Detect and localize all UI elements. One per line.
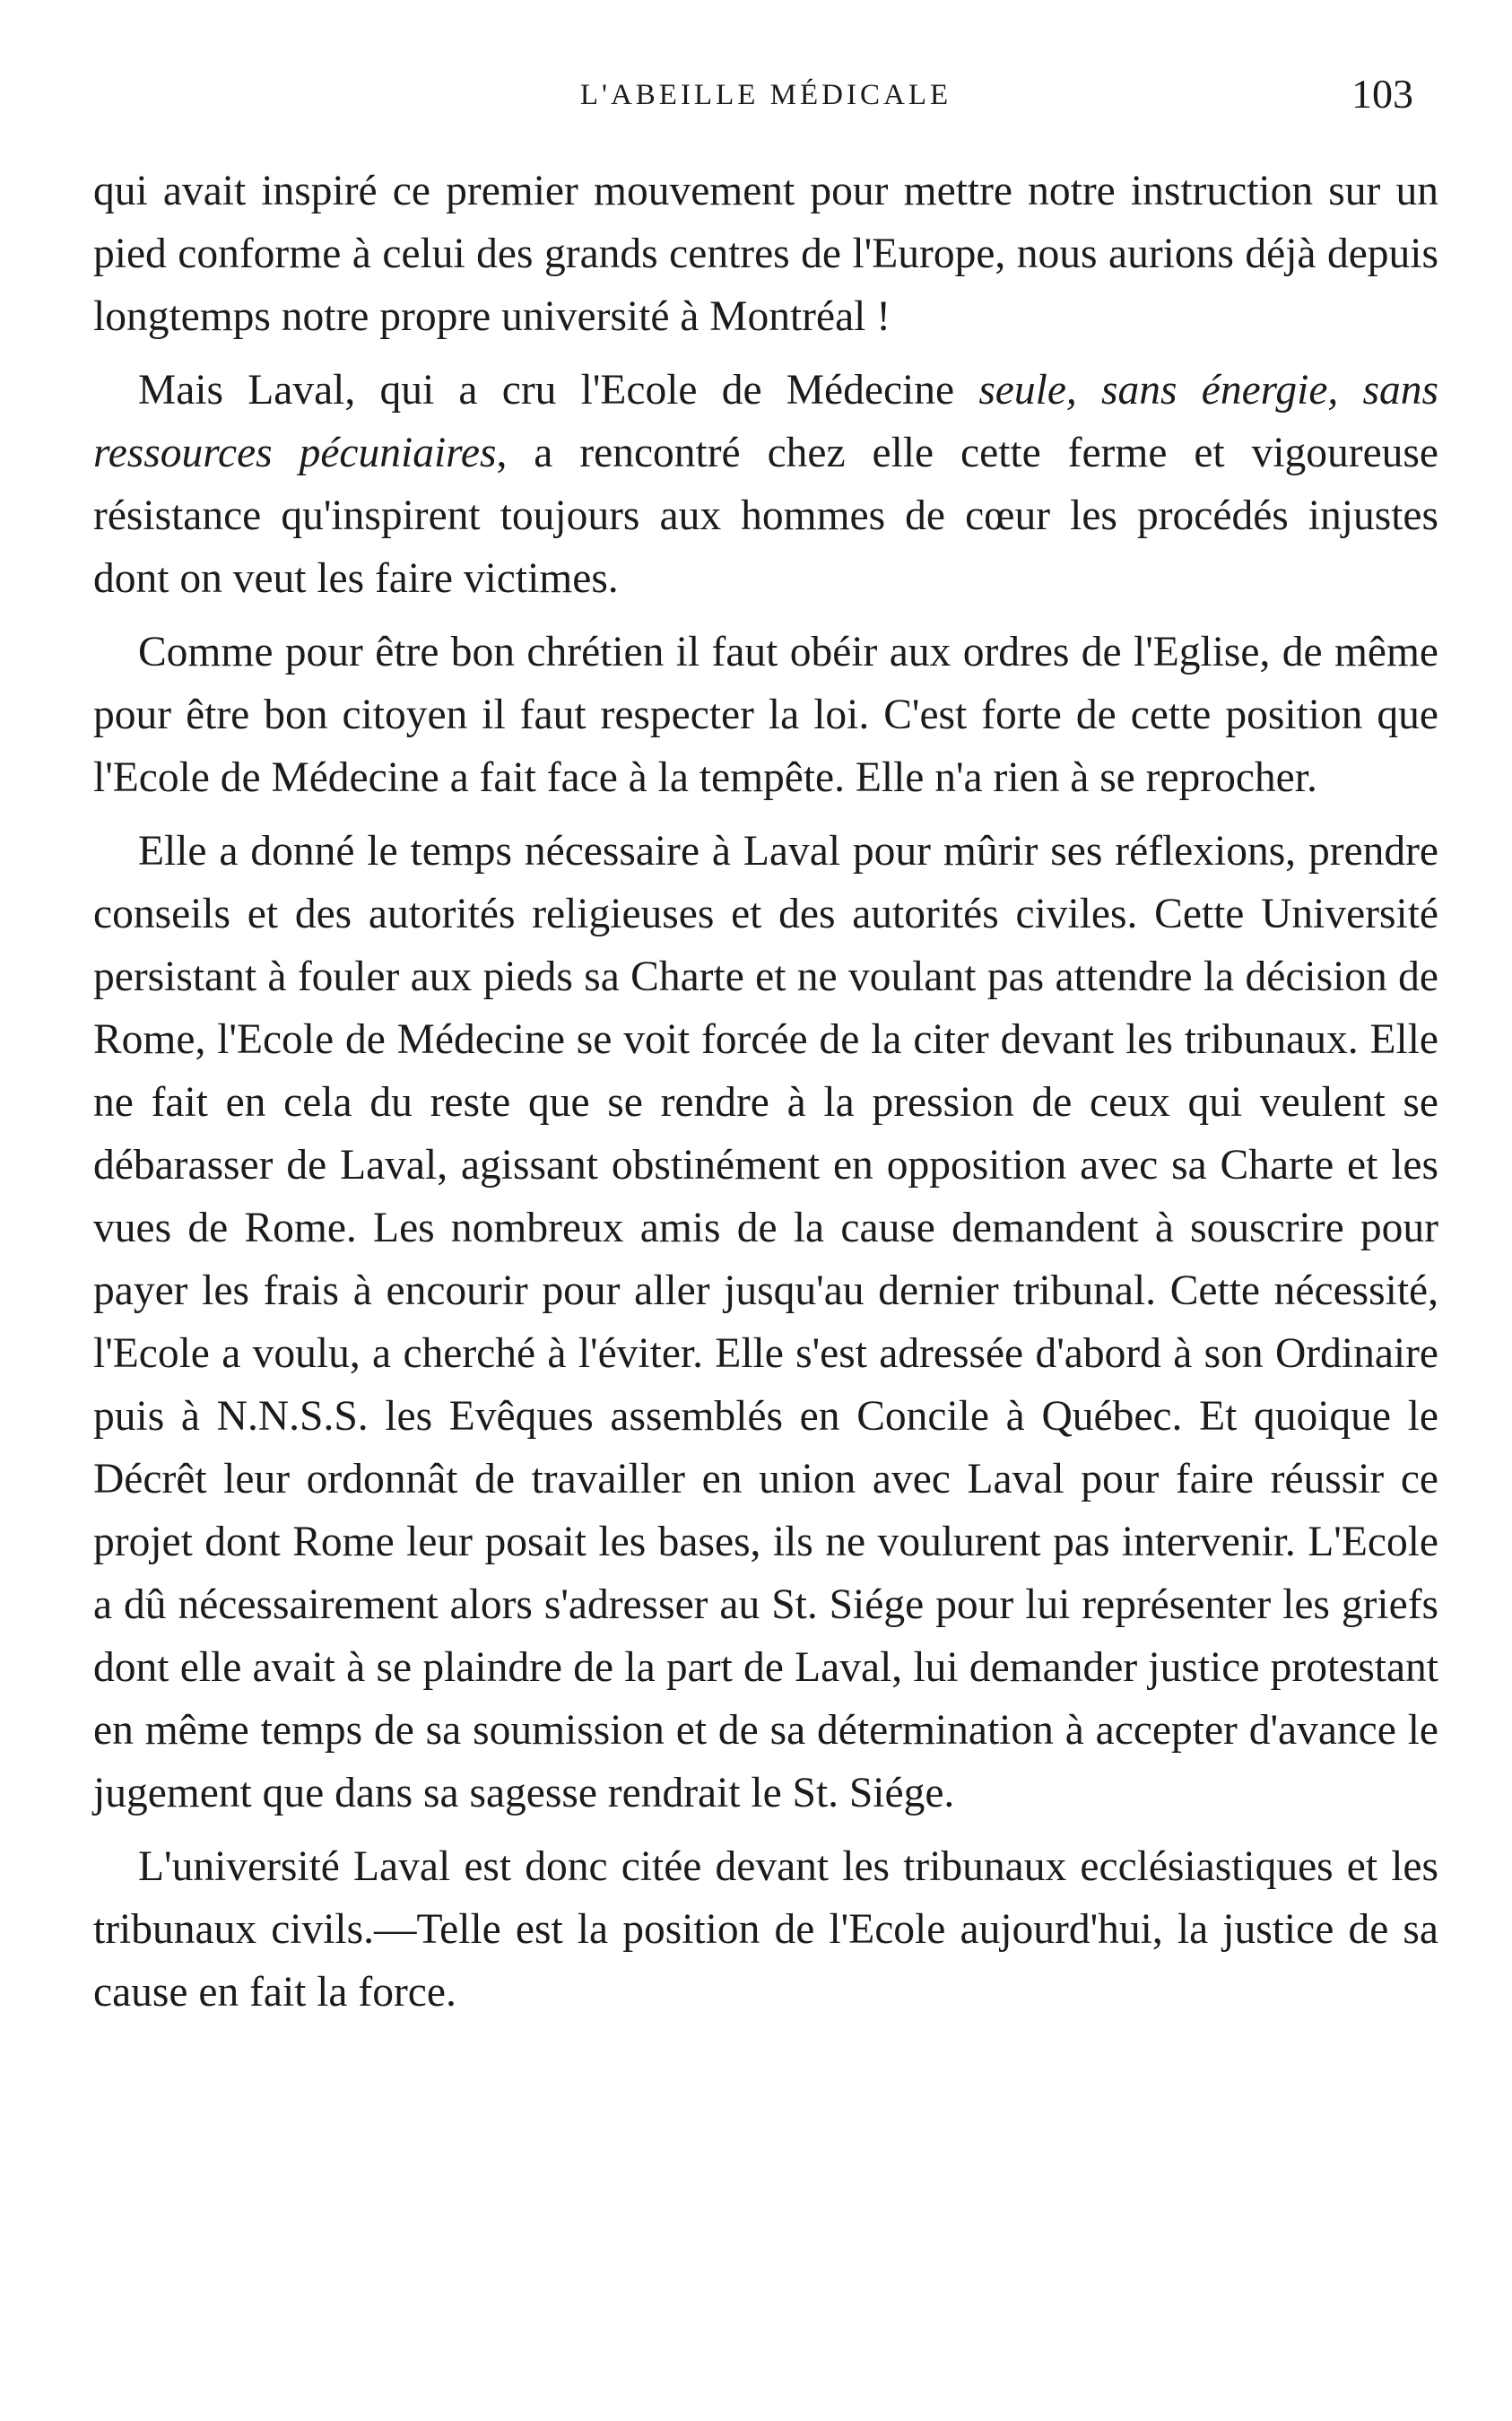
paragraph-2-start: Mais Laval, qui a cru l'Ecole de Médecine xyxy=(138,367,979,414)
paragraph-3: Comme pour être bon chrétien il faut obéir aux ordres de l'Eglise, de même pour être bon citoyen il faut respecter la loi. C'est forte de cette position que l'Ecole de Médecine a fait face à la tempête. Elle n'a rien à se reprocher. xyxy=(93,629,1438,801)
paragraph-2-end: , a rencontré chez elle cette ferme et vigoureuse résistance qu'inspirent toujours aux hommes de cœur les procédés injustes dont on veut les faire victimes. xyxy=(93,430,1438,602)
paragraph-5: L'université Laval est donc citée devant les tribunaux ecclésiastiques et les tribunaux civils.—Telle est la position de l'Ecole aujourd'hui, la justice de sa cause en fait la force. xyxy=(93,1843,1438,2016)
page-header xyxy=(93,70,1438,133)
paragraph-2 xyxy=(93,359,1438,610)
paragraph-4: Elle a donné le temps nécessaire à Laval pour mûrir ses réflexions, prendre conseils et des autorités religieuses et des autorités civiles. Cette Université persistant à fouler aux pieds sa Charte et ne voulant pas attendre la décision de Rome, l'Ecole de Médecine se voit forcée de la citer devant les tribunaux. Elle ne fait en cela du reste que se rendre à la pression de ceux qui veulent se débarasser de Laval, agissant obstinément en opposition avec sa Charte et les vues de Rome. Les nombreux amis de la cause demandent à souscrire pour payer les frais à encourir pour aller jusqu'au dernier tribunal. Cette nécessité, l'Ecole a voulu, a cherché à l'éviter. Elle s'est adressée d'abord à son Ordinaire puis à N.N.S.S. les Evêques assemblés en Concile à Québec. Et quoique le Décrêt leur ordonnât de travailler en union avec Laval pour faire réussir ce projet dont Rome leur posait les bases, ils ne voulurent pas intervenir. L'Ecole a dû nécessairement alors s'adresser au St. Siége pour lui représenter les griefs dont elle avait à se plaindre de la part de Laval, lui demander justice protestant en même temps de sa soumission et de sa détermination à accepter d'avance le jugement que dans sa sagesse rendrait le St. Siége. xyxy=(93,828,1438,1816)
book-page xyxy=(93,70,1438,2034)
paragraph-2-italic-quote: seule, sans énergie, sans ressources pécuniaires xyxy=(93,367,1438,476)
page-number: 103 xyxy=(1351,71,1413,117)
paragraph-1: qui avait inspiré ce premier mouvement pour mettre notre instruction sur un pied conforme à celui des grands centres de l'Europe, nous aurions déjà depuis longtemps notre propre université à Montréal ! xyxy=(93,168,1438,340)
running-title: L'ABEILLE MÉDICALE xyxy=(579,79,952,111)
